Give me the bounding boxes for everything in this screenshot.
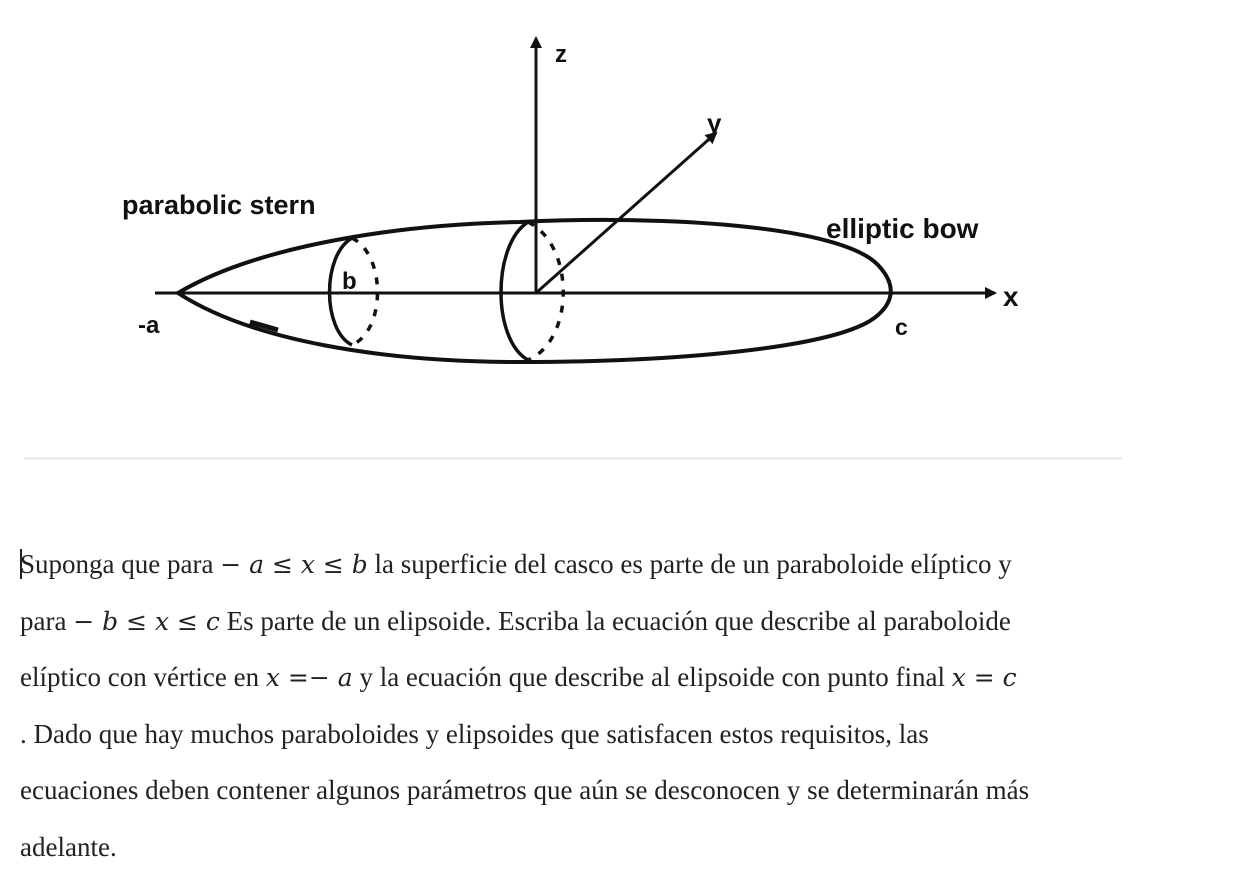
z-axis-label: z [555,41,567,68]
y-axis [536,133,716,293]
elliptic-bow-label: elliptic bow [826,213,979,244]
text-line-4: . Dado que hay muchos paraboloides y elipsoides que satisfacen estos requisitos, las [20,706,1230,763]
math-inequality-1: − a ≤ x ≤ b [220,550,368,579]
divider [24,457,1122,460]
mid-cross-section [501,222,528,360]
text-line-5: ecuaciones deben contener algunos parámetros que aún se desconocen y se determinarán más [20,762,1230,819]
math-vertex: x =− a [266,663,353,692]
math-endpoint: x = c [952,663,1017,692]
problem-text [20,536,1230,875]
b-label: b [342,268,357,295]
parabolic-stern-label: parabolic stern [122,190,316,220]
mid-cross-section-hidden [528,222,563,360]
text-line-1: Suponga que para − a ≤ x ≤ b la superficie del casco es parte de un paraboloide elíptico y [20,536,1230,593]
x-axis-label: x [1003,281,1019,312]
neg-a-label: -a [138,312,160,339]
text-line-2: para − b ≤ x ≤ c Es parte de un elipsoide. Escriba la ecuación que describe al paraboloide [20,593,1230,650]
c-label: c [895,314,908,340]
y-axis-label: y [707,108,722,138]
math-inequality-2: − b ≤ x ≤ c [73,607,220,636]
text-line-6: adelante. [20,819,1230,875]
hull-outline [178,220,891,362]
text-line-3: elíptico con vértice en x =− a y la ecuación que describe al elipsoide con punto final x = c [20,649,1230,706]
